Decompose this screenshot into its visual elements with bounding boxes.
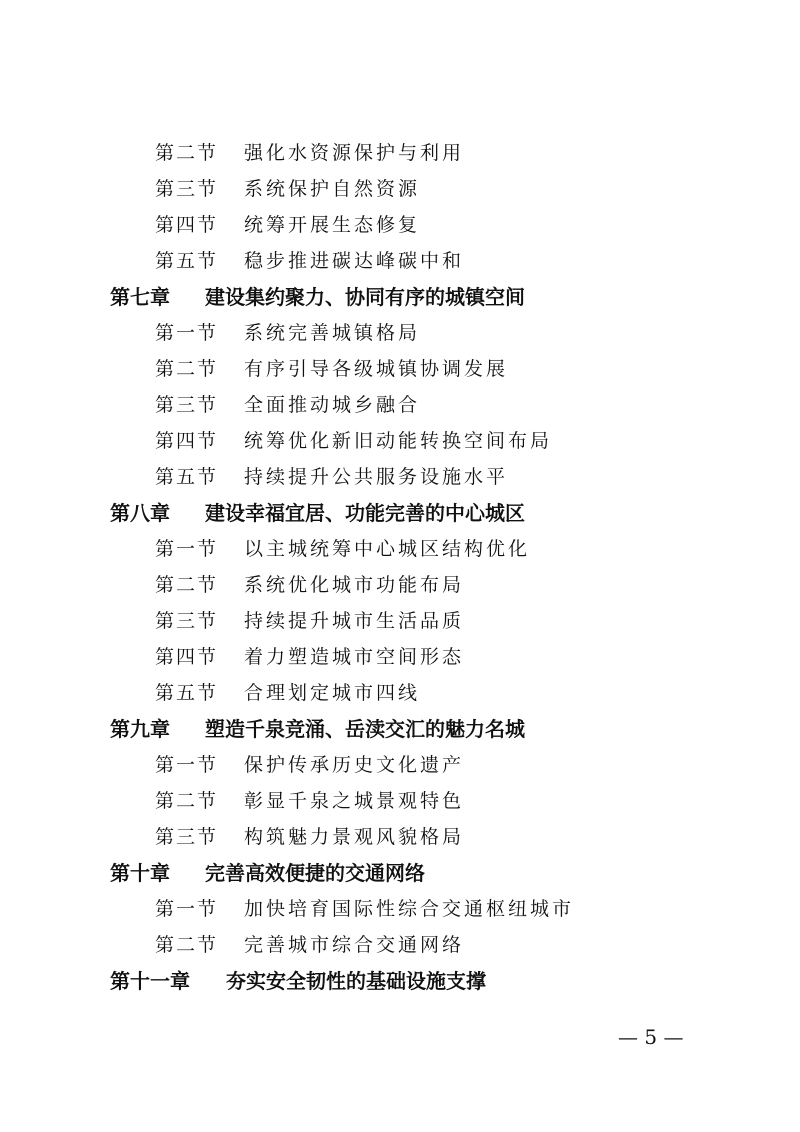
toc-section-row — [0, 567, 800, 603]
toc-chapter-row — [0, 855, 800, 891]
section-title: 系统完善城镇格局 — [244, 322, 421, 344]
toc-section-row — [0, 603, 800, 639]
section-title: 合理划定城市四线 — [244, 682, 421, 704]
toc-section-row — [0, 783, 800, 819]
section-title: 有序引导各级城镇协调发展 — [244, 358, 509, 380]
section-title: 构筑魅力景观风貌格局 — [244, 826, 465, 848]
section-title: 系统保护自然资源 — [244, 178, 421, 200]
toc-section-row — [0, 747, 800, 783]
chapter-title: 建设集约聚力、协同有序的城镇空间 — [205, 285, 525, 309]
toc-section-row — [0, 423, 800, 459]
section-title: 系统优化城市功能布局 — [244, 574, 465, 596]
section-title: 完善城市综合交通网络 — [244, 934, 465, 956]
toc-chapter-row — [0, 279, 800, 315]
section-title: 加快培育国际性综合交通枢纽城市 — [244, 898, 575, 920]
section-title: 着力塑造城市空间形态 — [244, 646, 465, 668]
page-number: — 5 — — [618, 1025, 684, 1049]
section-number: 第二节 — [155, 934, 219, 956]
toc-section-row — [0, 639, 800, 675]
table-of-contents — [0, 135, 800, 999]
section-number: 第四节 — [155, 430, 219, 452]
section-title: 持续提升城市生活品质 — [244, 610, 465, 632]
section-number: 第五节 — [155, 682, 219, 704]
toc-section-row — [0, 243, 800, 279]
section-title: 统筹开展生态修复 — [244, 214, 421, 236]
section-title: 彰显千泉之城景观特色 — [244, 790, 465, 812]
section-number: 第三节 — [155, 394, 219, 416]
section-number: 第五节 — [155, 466, 219, 488]
toc-section-row — [0, 135, 800, 171]
toc-chapter-row — [0, 963, 800, 999]
section-title: 以主城统筹中心城区结构优化 — [244, 538, 531, 560]
toc-section-row — [0, 459, 800, 495]
chapter-title: 建设幸福宜居、功能完善的中心城区 — [205, 501, 525, 525]
section-number: 第五节 — [155, 250, 219, 272]
chapter-number: 第八章 — [110, 501, 170, 525]
section-number: 第四节 — [155, 214, 219, 236]
section-number: 第一节 — [155, 322, 219, 344]
section-number: 第二节 — [155, 142, 219, 164]
toc-section-row — [0, 387, 800, 423]
section-number: 第三节 — [155, 178, 219, 200]
section-number: 第一节 — [155, 538, 219, 560]
toc-section-row — [0, 315, 800, 351]
section-number: 第一节 — [155, 898, 219, 920]
section-title: 统筹优化新旧动能转换空间布局 — [244, 430, 553, 452]
section-number: 第三节 — [155, 826, 219, 848]
toc-section-row — [0, 531, 800, 567]
section-number: 第三节 — [155, 610, 219, 632]
section-title: 保护传承历史文化遗产 — [244, 754, 465, 776]
section-number: 第二节 — [155, 358, 219, 380]
section-title: 持续提升公共服务设施水平 — [244, 466, 509, 488]
chapter-title: 夯实安全韧性的基础设施支撑 — [226, 969, 486, 993]
section-number: 第四节 — [155, 646, 219, 668]
toc-section-row — [0, 675, 800, 711]
section-title: 强化水资源保护与利用 — [244, 142, 465, 164]
toc-section-row — [0, 351, 800, 387]
toc-chapter-row — [0, 495, 800, 531]
toc-chapter-row — [0, 711, 800, 747]
chapter-number: 第十一章 — [110, 969, 190, 993]
toc-section-row — [0, 927, 800, 963]
section-title: 全面推动城乡融合 — [244, 394, 421, 416]
toc-section-row — [0, 819, 800, 855]
toc-section-row — [0, 171, 800, 207]
chapter-title: 塑造千泉竞涌、岳渎交汇的魅力名城 — [205, 717, 525, 741]
section-number: 第一节 — [155, 754, 219, 776]
section-number: 第二节 — [155, 790, 219, 812]
chapter-number: 第十章 — [110, 861, 170, 885]
toc-section-row — [0, 207, 800, 243]
section-title: 稳步推进碳达峰碳中和 — [244, 250, 465, 272]
chapter-number: 第九章 — [110, 717, 170, 741]
chapter-title: 完善高效便捷的交通网络 — [205, 861, 425, 885]
chapter-number: 第七章 — [110, 285, 170, 309]
section-number: 第二节 — [155, 574, 219, 596]
toc-section-row — [0, 891, 800, 927]
